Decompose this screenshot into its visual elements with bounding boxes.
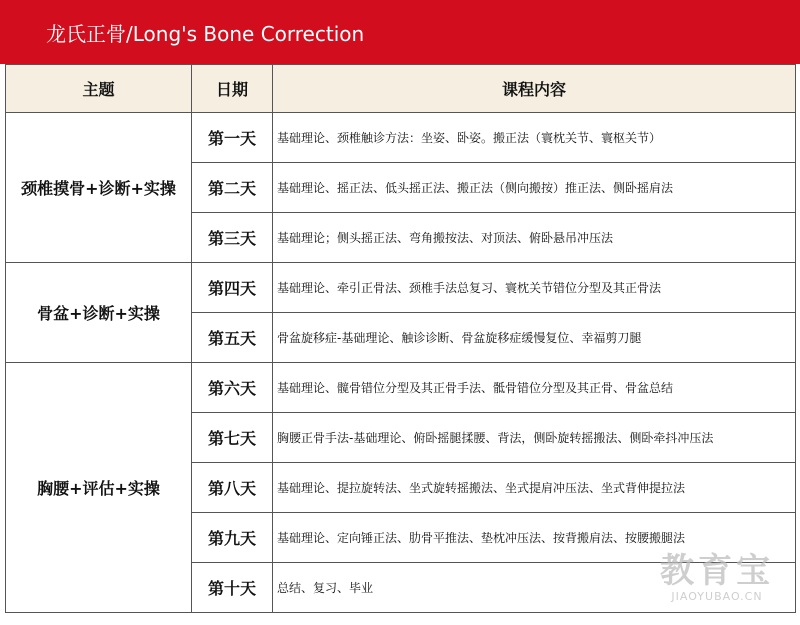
topic-cell: 颈椎摸骨+诊断+实操 bbox=[6, 113, 192, 263]
day-cell: 第二天 bbox=[192, 163, 273, 213]
day-cell: 第六天 bbox=[192, 363, 273, 413]
course-table bbox=[5, 64, 796, 613]
watermark-main: 教育宝 bbox=[660, 551, 774, 591]
day-cell: 第十天 bbox=[192, 563, 273, 613]
content-cell: 胸腰正骨手法-基础理论、俯卧摇腿揉腰、背法，侧卧旋转摇搬法、侧卧牵抖冲压法 bbox=[273, 413, 796, 463]
content-cell: 基础理论；侧头摇正法、弯角搬按法、对顶法、俯卧悬吊冲压法 bbox=[273, 213, 796, 263]
day-cell: 第四天 bbox=[192, 263, 273, 313]
content-cell: 基础理论、提拉旋转法、坐式旋转摇搬法、坐式提肩冲压法、坐式背伸提拉法 bbox=[273, 463, 796, 513]
day-cell: 第八天 bbox=[192, 463, 273, 513]
content-cell: 总结、复习、毕业 bbox=[273, 563, 796, 613]
topic-cell: 胸腰+评估+实操 bbox=[6, 363, 192, 613]
content-cell: 基础理论、摇正法、低头摇正法、搬正法（侧向搬按）推正法、侧卧摇肩法 bbox=[273, 163, 796, 213]
table-row bbox=[6, 263, 796, 313]
table-row bbox=[6, 113, 796, 163]
table-header-row bbox=[6, 65, 796, 113]
header-topic: 主题 bbox=[6, 65, 192, 113]
day-cell: 第三天 bbox=[192, 213, 273, 263]
topic-cell: 骨盆+诊断+实操 bbox=[6, 263, 192, 363]
content-cell: 基础理论、髋骨错位分型及其正骨手法、骶骨错位分型及其正骨、骨盆总结 bbox=[273, 363, 796, 413]
header-content: 课程内容 bbox=[273, 65, 796, 113]
table-row bbox=[6, 363, 796, 413]
content-cell: 基础理论、牵引正骨法、颈椎手法总复习、寰枕关节错位分型及其正骨法 bbox=[273, 263, 796, 313]
page-title: 龙氏正骨/Long's Bone Correction bbox=[0, 0, 800, 64]
watermark-sub: JIAOYUBAO.CN bbox=[671, 590, 763, 603]
day-cell: 第九天 bbox=[192, 513, 273, 563]
header-date: 日期 bbox=[192, 65, 273, 113]
day-cell: 第五天 bbox=[192, 313, 273, 363]
content-cell: 基础理论、定向锤正法、肋骨平推法、垫枕冲压法、按背搬肩法、按腰搬腿法 bbox=[273, 513, 796, 563]
content-cell: 基础理论、颈椎触诊方法：坐姿、卧姿。搬正法（寰枕关节、寰枢关节） bbox=[273, 113, 796, 163]
day-cell: 第七天 bbox=[192, 413, 273, 463]
content-cell: 骨盆旋移症-基础理论、触诊诊断、骨盆旋移症缓慢复位、幸福剪刀腿 bbox=[273, 313, 796, 363]
table-body bbox=[6, 113, 796, 613]
day-cell: 第一天 bbox=[192, 113, 273, 163]
